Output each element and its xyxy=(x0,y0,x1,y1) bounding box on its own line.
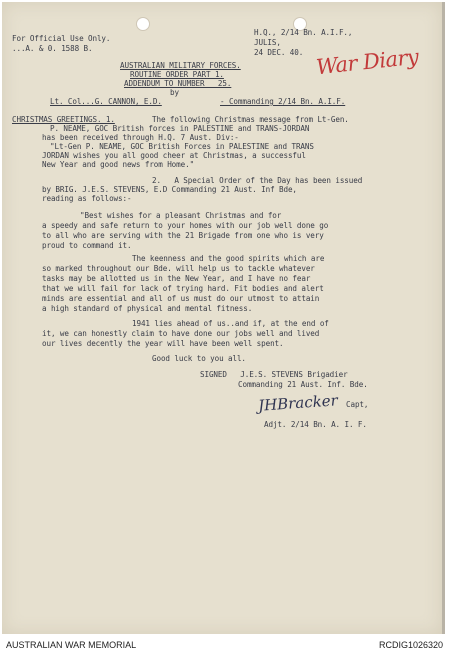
body-line: 1941 lies ahead of us..and if, at the end of xyxy=(132,319,329,328)
place-name: JULIS, xyxy=(254,38,281,47)
command-title: - Commanding 2/14 Bn. A.I.F. xyxy=(220,97,346,106)
footer-id: RCDIG1026320 xyxy=(378,640,443,650)
footer-credit: AUSTRALIAN WAR MEMORIAL xyxy=(6,640,137,650)
document-page xyxy=(2,2,445,634)
body-line: has been received through H.Q. 7 Aust. Div:- xyxy=(42,133,239,142)
reference-number: ...A. & 0. 1588 B. xyxy=(12,44,93,53)
body-line: so marked throughout our Bde. will help us to tackle whatever xyxy=(42,264,315,273)
body-line: The following Christmas message from Lt-Gen. xyxy=(152,115,349,124)
title-line-1: AUSTRALIAN MILITARY FORCES. xyxy=(120,61,241,70)
body-line: tasks may be allotted us in the New Year, and I have no fear xyxy=(42,274,311,283)
body-line: 2. A Special Order of the Day has been issued xyxy=(152,176,363,185)
body-line: to all who are serving with the 21 Brigade from one who is very xyxy=(42,231,324,240)
body-line: reading as follows:- xyxy=(42,194,132,203)
signature-rank: Capt, xyxy=(346,400,369,409)
official-use-label: For Official Use Only. xyxy=(12,34,111,43)
body-line: proud to command it. xyxy=(42,241,132,250)
signed-line: SIGNED J.E.S. STEVENS Brigadier xyxy=(200,370,348,379)
body-line: "Lt-Gen P. NEAME, GOC British Forces in PALESTINE and TRANS xyxy=(50,142,314,151)
body-line: New Year and good news from Home." xyxy=(42,160,195,169)
document-date: 24 DEC. 40. xyxy=(254,48,304,57)
body-line: it, we can honestly claim to have done our jobs well and lived xyxy=(42,329,320,338)
body-line: a high standard of physical and mental fitness. xyxy=(42,304,253,313)
title-line-3: ADDENDUM TO NUMBER 25. xyxy=(124,79,232,88)
body-line: a speedy and safe return to your homes with our job well done go xyxy=(42,221,329,230)
body-line: Good luck to you all. xyxy=(152,354,246,363)
section-heading: CHRISTMAS GREETINGS. 1. xyxy=(12,115,115,124)
body-line: The keenness and the good spirits which are xyxy=(132,254,325,263)
punch-hole xyxy=(136,17,150,31)
body-line: P. NEAME, GOC British forces in PALESTINE and TRANS-JORDAN xyxy=(50,124,310,133)
title-by: by xyxy=(170,88,179,97)
body-line: our lives decently the year will have been well spent. xyxy=(42,339,284,348)
handwritten-signature: JHBracker xyxy=(257,391,339,415)
body-line: minds are essential and all of us must do our utmost to attain xyxy=(42,294,320,303)
body-line: that we will fail for lack of trying hard. Fit bodies and alert xyxy=(42,284,324,293)
body-line: by BRIG. J.E.S. STEVENS, E.D Commanding 21 Aust. Inf Bde, xyxy=(42,185,297,194)
hq-address: H.Q., 2/14 Bn. A.I.F., xyxy=(254,28,353,37)
adjutant-line: Adjt. 2/14 Bn. A. I. F. xyxy=(264,420,367,429)
handwritten-annotation: War Diary xyxy=(315,44,420,80)
body-line: "Best wishes for a pleasant Christmas and for xyxy=(80,211,282,220)
signed-role: Commanding 21 Aust. Inf. Bde. xyxy=(238,380,368,389)
title-line-2: ROUTINE ORDER PART 1. xyxy=(130,70,224,79)
body-line: JORDAN wishes you all good cheer at Christmas, a successful xyxy=(42,151,306,160)
commanding-officer: Lt. Col...G. CANNON, E.D. xyxy=(50,97,162,106)
